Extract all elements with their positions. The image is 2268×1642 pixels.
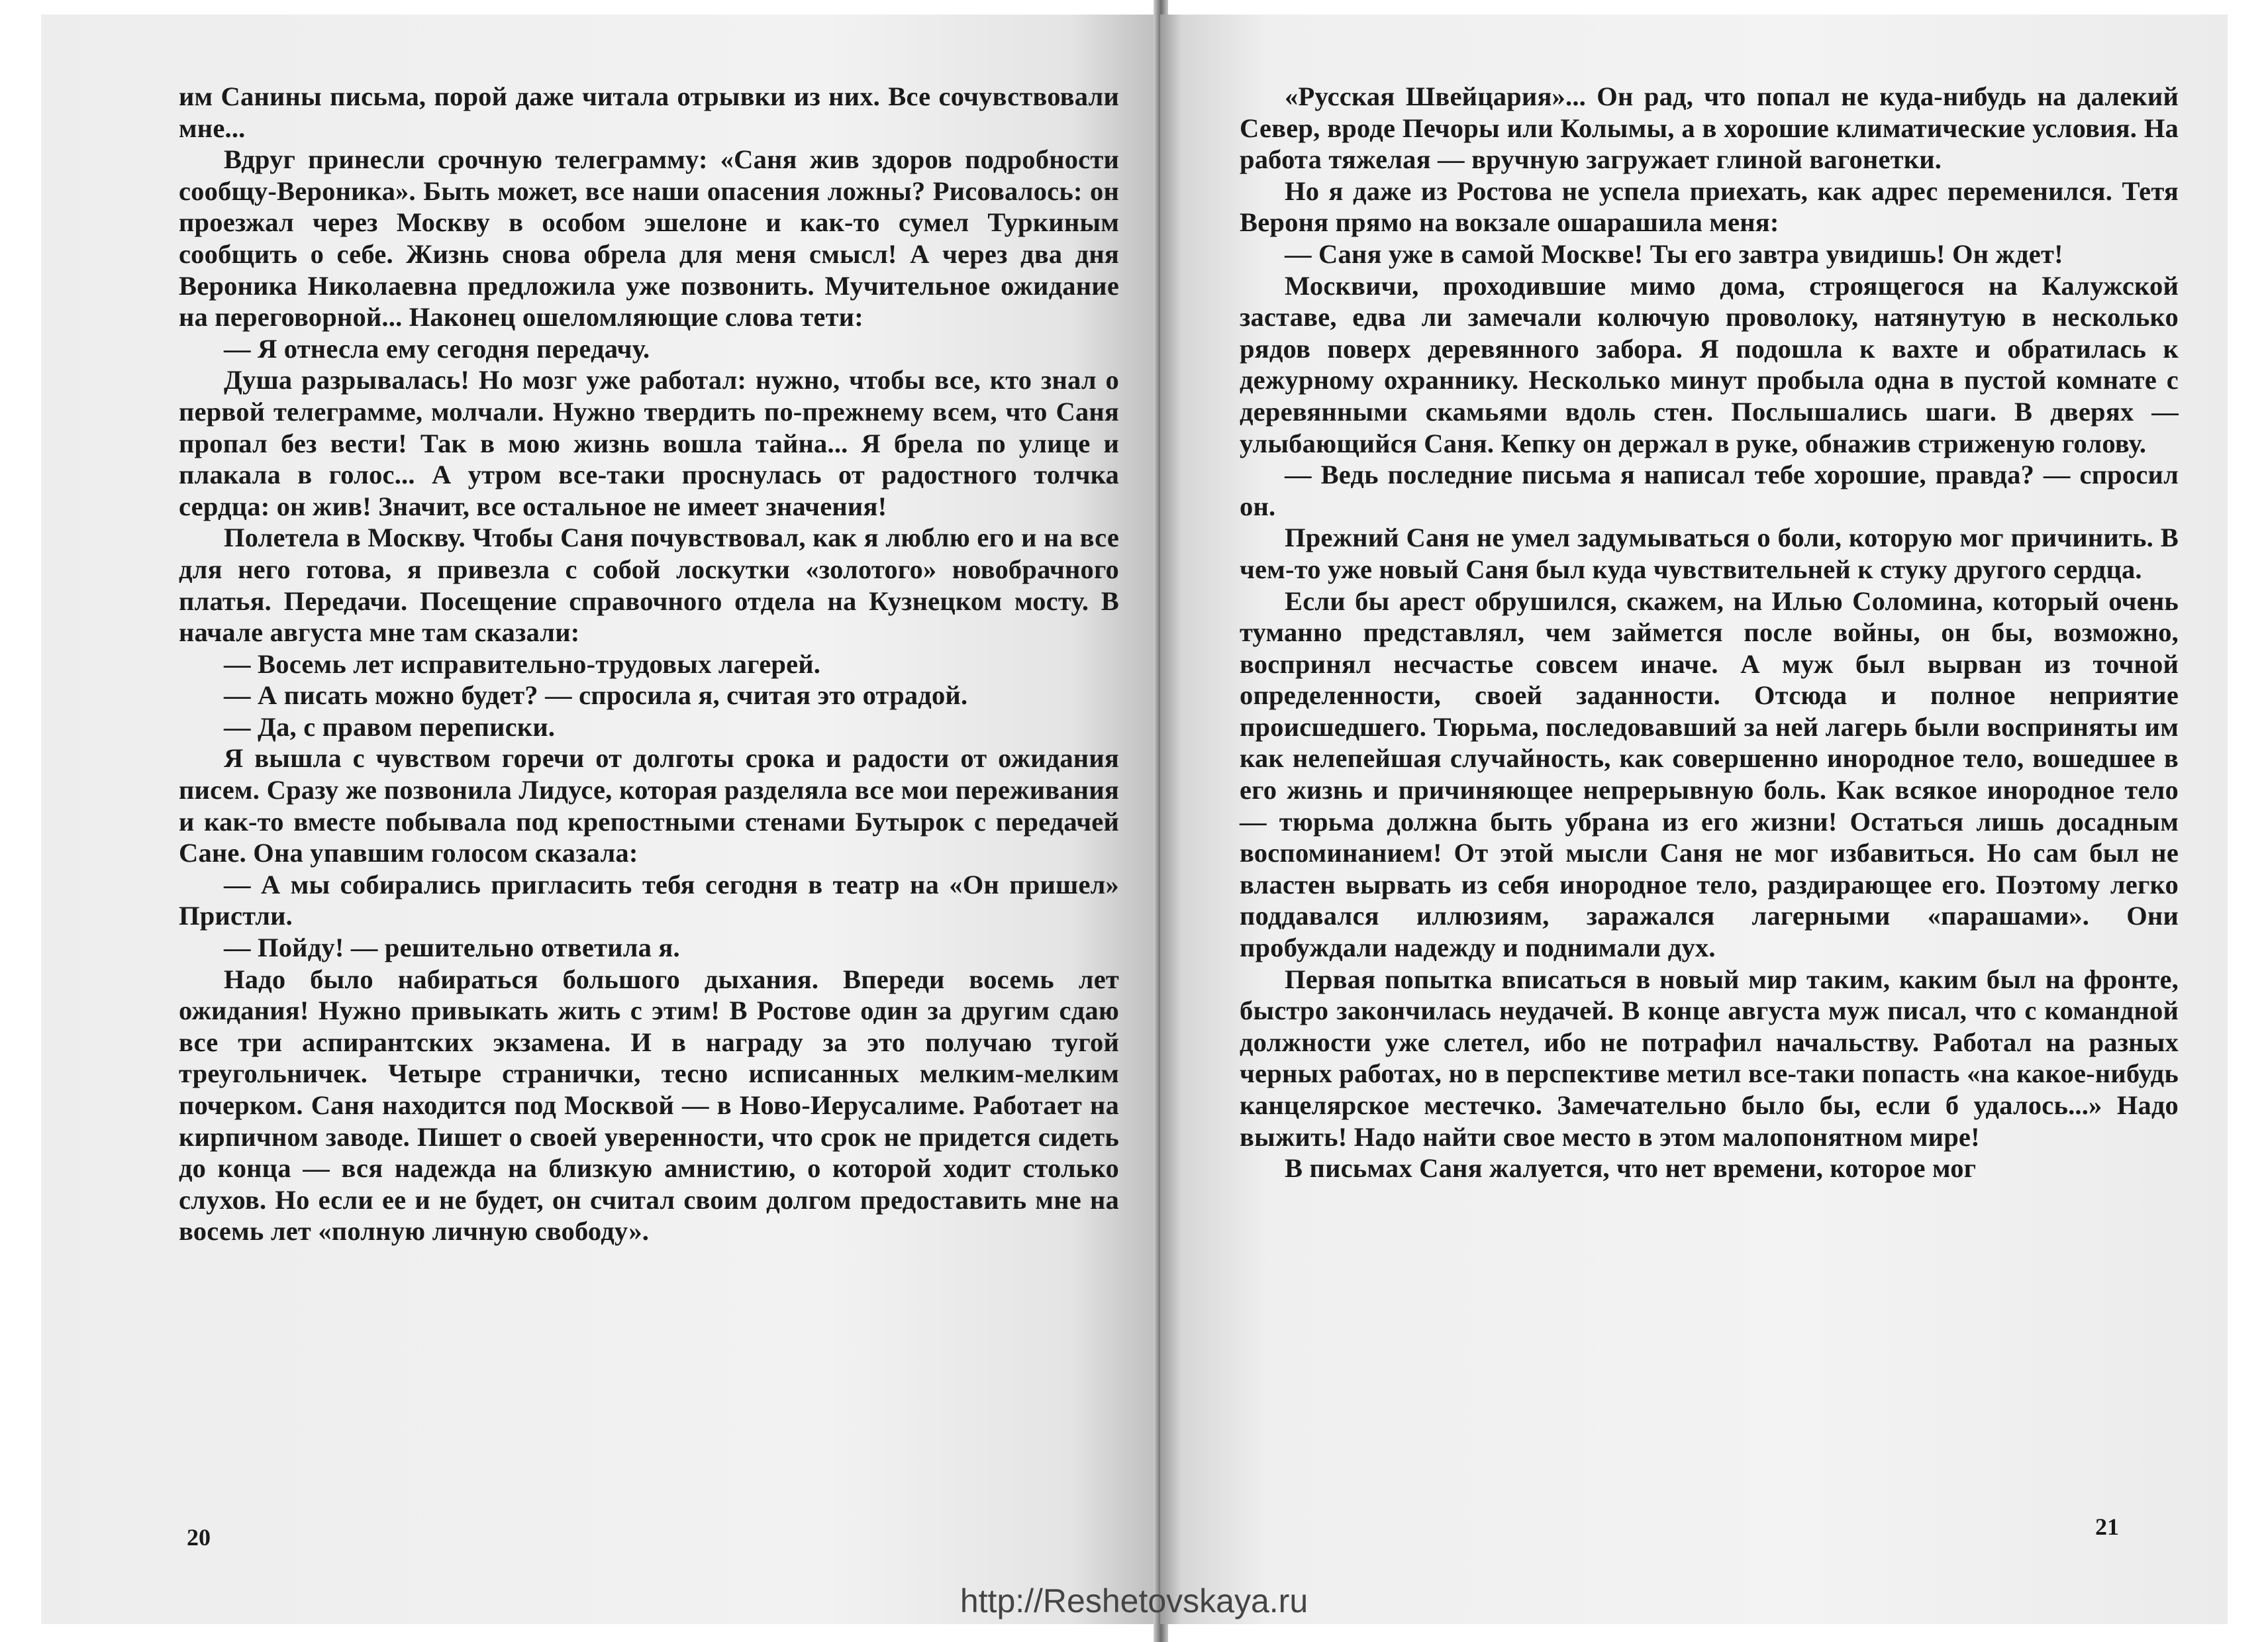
left-page-text (179, 81, 1119, 1247)
paragraph: Надо было набираться большого дыхания. Впереди восемь лет ожидания! Нужно привыкать жить с этим! В Ростове один за другим сдаю все три аспирантских экзамена. И в награду за это получаю тугой треугольничек. Четыре странички, тесно исписанных мелким-мелким почерком. Саня находится под Москвой — в Ново-Иерусалиме. Работает на кирпичном заводе. Пишет о своей уверенности, что срок не придется сидеть до конца — вся надежда на близкую амнистию, о которой ходит столько слухов. Но если ее и не будет, он считал своим долгом предоставить мне на восемь лет «полную личную свободу». (179, 964, 1119, 1247)
paragraph: Я вышла с чувством горечи от долготы срока и радости от ожидания писем. Сразу же позвонила Лидусе, которая разделяла все мои переживания и как-то вместе побывала под крепостными стенами Бутырок с передачей Сане. Она упавшим голосом сказала: (179, 743, 1119, 868)
page-number-left: 20 (187, 1524, 211, 1551)
paragraph: В письмах Саня жалуется, что нет времени, которое мог (1285, 1153, 1977, 1184)
paragraph: Вдруг принесли срочную телеграмму: «Саня жив здоров подробности сообщу-Вероника». Быть может, все наши опасения ложны? Рисовалось: он проезжал через Москву в особом эшелоне и как-то сумел Туркиным сообщить о себе. Жизнь снова обрела для меня смысл! А через два дня Вероника Николаевна предложила уже позвонить. Мучительное ожидание на переговорной... Наконец ошеломляющие слова тети: (179, 144, 1119, 333)
paragraph: им Санины письма, порой даже читала отрывки из них. Все сочувствовали мне... (179, 81, 1119, 143)
paragraph: Полетела в Москву. Чтобы Саня почувствовал, как я люблю его и на все для него готова, я привезла с собой лоскутки «золотого» новобрачного платья. Передачи. Посещение справочного отдела на Кузнецком мосту. В начале августа мне там сказали: (179, 523, 1119, 648)
paragraph: — Я отнесла ему сегодня передачу. (224, 333, 650, 364)
paragraph: «Русская Швейцария»... Он рад, что попал не куда-нибудь на далекий Север, вроде Печоры или Колымы, а в хорошие климатические условия. На работа тяжелая — вручную загружает глиной вагонетки. (1240, 81, 2179, 175)
watermark-url: http://Reshetovskaya.ru (960, 1582, 1308, 1619)
paragraph: Москвичи, проходившие мимо дома, строящегося на Калужской заставе, едва ли замечали колючую проволоку, натянутую в несколько рядов поверх деревянного забора. Я подошла к вахте и обратилась к дежурному охраннику. Несколько минут пробыла одна в пустой комнате с деревянными скамьями вдоль стен. Послышались шаги. В дверях — улыбающийся Саня. Кепку он держал в руке, обнажив стриженую голову. (1240, 270, 2179, 458)
paragraph: — Ведь последние письма я написал тебе хорошие, правда? — спросил он. (1240, 460, 2179, 521)
paragraph: Первая попытка вписаться в новый мир таким, каким был на фронте, быстро закончилась неудачей. В конце августа муж писал, что с командной должности уже слетел, ибо не потрафил начальству. Работал на разных черных работах, но в перспективе метил все-таки попасть «на какое-нибудь канцелярское местечко. Замечательно было бы, если б удалось...» Надо выжить! Надо найти свое место в этом малопонятном мире! (1240, 964, 2179, 1152)
paragraph: Но я даже из Ростова не успела приехать, как адрес переменился. Тетя Вероня прямо на вокзале ошарашила меня: (1240, 176, 2179, 238)
paragraph: Душа разрывалась! Но мозг уже работал: нужно, чтобы все, кто знал о первой телеграмме, молчали. Нужно твердить по-прежнему всем, что Саня пропал без вести! Так в мою жизнь вошла тайна... Я брела по улице и плакала в голос... А утром все-таки проснулась от радостного толчка сердца: он жив! Значит, все остальное не имеет значения! (179, 365, 1119, 521)
paragraph: — А писать можно будет? — спросила я, считая это отрадой. (224, 680, 968, 711)
paragraph: — А мы собирались пригласить тебя сегодня в театр на «Он пришел» Пристли. (179, 869, 1119, 931)
paragraph: Если бы арест обрушился, скажем, на Илью Соломина, который очень туманно представлял, чем займется после войны, он бы, возможно, воспринял несчастье совсем иначе. А муж был вырван из точной определенности, своей заданности. Отсюда и полное неприятие происшедшего. Тюрьма, последовавший за ней лагерь были восприняты им как нелепейшая случайность, как совершенно инородное тело, вошедшее в его жизнь и причиняющее непрерывную боль. Как всякое инородное тело — тюрьма должна быть убрана из его жизни! Остаться лишь досадным воспоминанием! От этой мысли Саня не мог избавиться. Но сам был не властен вырвать из себя инородное тело, раздирающее его. Поэтому легко поддавался иллюзиям, заражался лагерными «парашами». Они пробуждали надежду и поднимали дух. (1240, 586, 2179, 963)
paragraph: Прежний Саня не умел задумываться о боли, которую мог причинить. В чем-то уже новый Саня был куда чувствительней к стуку другого сердца. (1240, 523, 2179, 584)
page-number-right: 21 (2095, 1514, 2119, 1540)
paragraph: — Да, с правом переписки. (224, 711, 556, 742)
right-page-text (1240, 81, 2179, 1184)
left-page (41, 15, 1160, 1624)
paragraph: — Пойду! — решительно ответила я. (224, 933, 680, 963)
paragraph: — Саня уже в самой Москве! Ты его завтра увидишь! Он ждет! (1285, 238, 2063, 269)
paragraph: — Восемь лет исправительно-трудовых лагерей. (224, 648, 821, 679)
right-page (1160, 15, 2228, 1624)
